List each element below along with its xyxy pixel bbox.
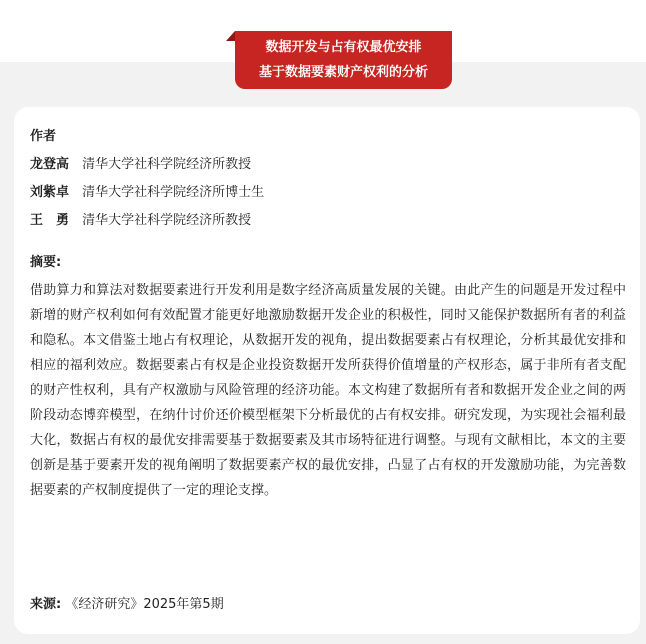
- author-affiliation: 清华大学社科学院经济所博士生: [82, 185, 265, 200]
- article-info-card: [14, 107, 640, 634]
- banner-fold: [226, 31, 235, 41]
- title-banner: [235, 31, 452, 89]
- author-row: [30, 183, 626, 203]
- abstract-label: 摘要:: [30, 255, 62, 270]
- author-affiliation: 清华大学社科学院经济所教授: [82, 157, 252, 172]
- banner-subtitle: 基于数据要素财产权利的分析: [258, 65, 428, 80]
- author-row: [30, 211, 626, 231]
- source-row: [30, 595, 224, 615]
- author-name: 王 勇: [30, 213, 70, 228]
- source-text: 《经济研究》2025年第5期: [65, 597, 224, 612]
- source-label: 来源:: [30, 597, 62, 612]
- author-affiliation: 清华大学社科学院经济所教授: [82, 213, 252, 228]
- banner-title: 数据开发与占有权最优安排: [265, 40, 422, 55]
- author-name: 龙登高: [30, 157, 70, 172]
- author-row: [30, 155, 626, 175]
- authors-label: 作者: [30, 129, 57, 144]
- author-name: 刘紫卓: [30, 185, 70, 200]
- abstract-text: 借助算力和算法对数据要素进行开发利用是数字经济高质量发展的关键。由此产生的问题是开发过程中新增的财产权利如何有效配置才能更好地激励数据开发企业的积极性，同时又能保护数据所有者的利益和隐私。本文借鉴土地占有权理论，从数据开发的视角，提出数据要素占有权理论，分析其最优安排和相应的福利效应。数据要素占有权是企业投资数据开发所获得价值增量的产权形态，属于非所有者支配的财产性权利，具有产权激励与风险管理的经济功能。本文构建了数据所有者和数据开发企业之间的两阶段动态博弈模型，在纳什讨价还价模型框架下分析最优的占有权安排。研究发现，为实现社会福利最大化，数据占有权的最优安排需要基于数据要素及其市场特征进行调整。与现有文献相比，本文的主要创新是基于要素开发的视角阐明了数据要素产权的最优安排，凸显了占有权的开发激励功能，为完善数据要素的产权制度提供了一定的理论支撑。: [30, 283, 626, 498]
